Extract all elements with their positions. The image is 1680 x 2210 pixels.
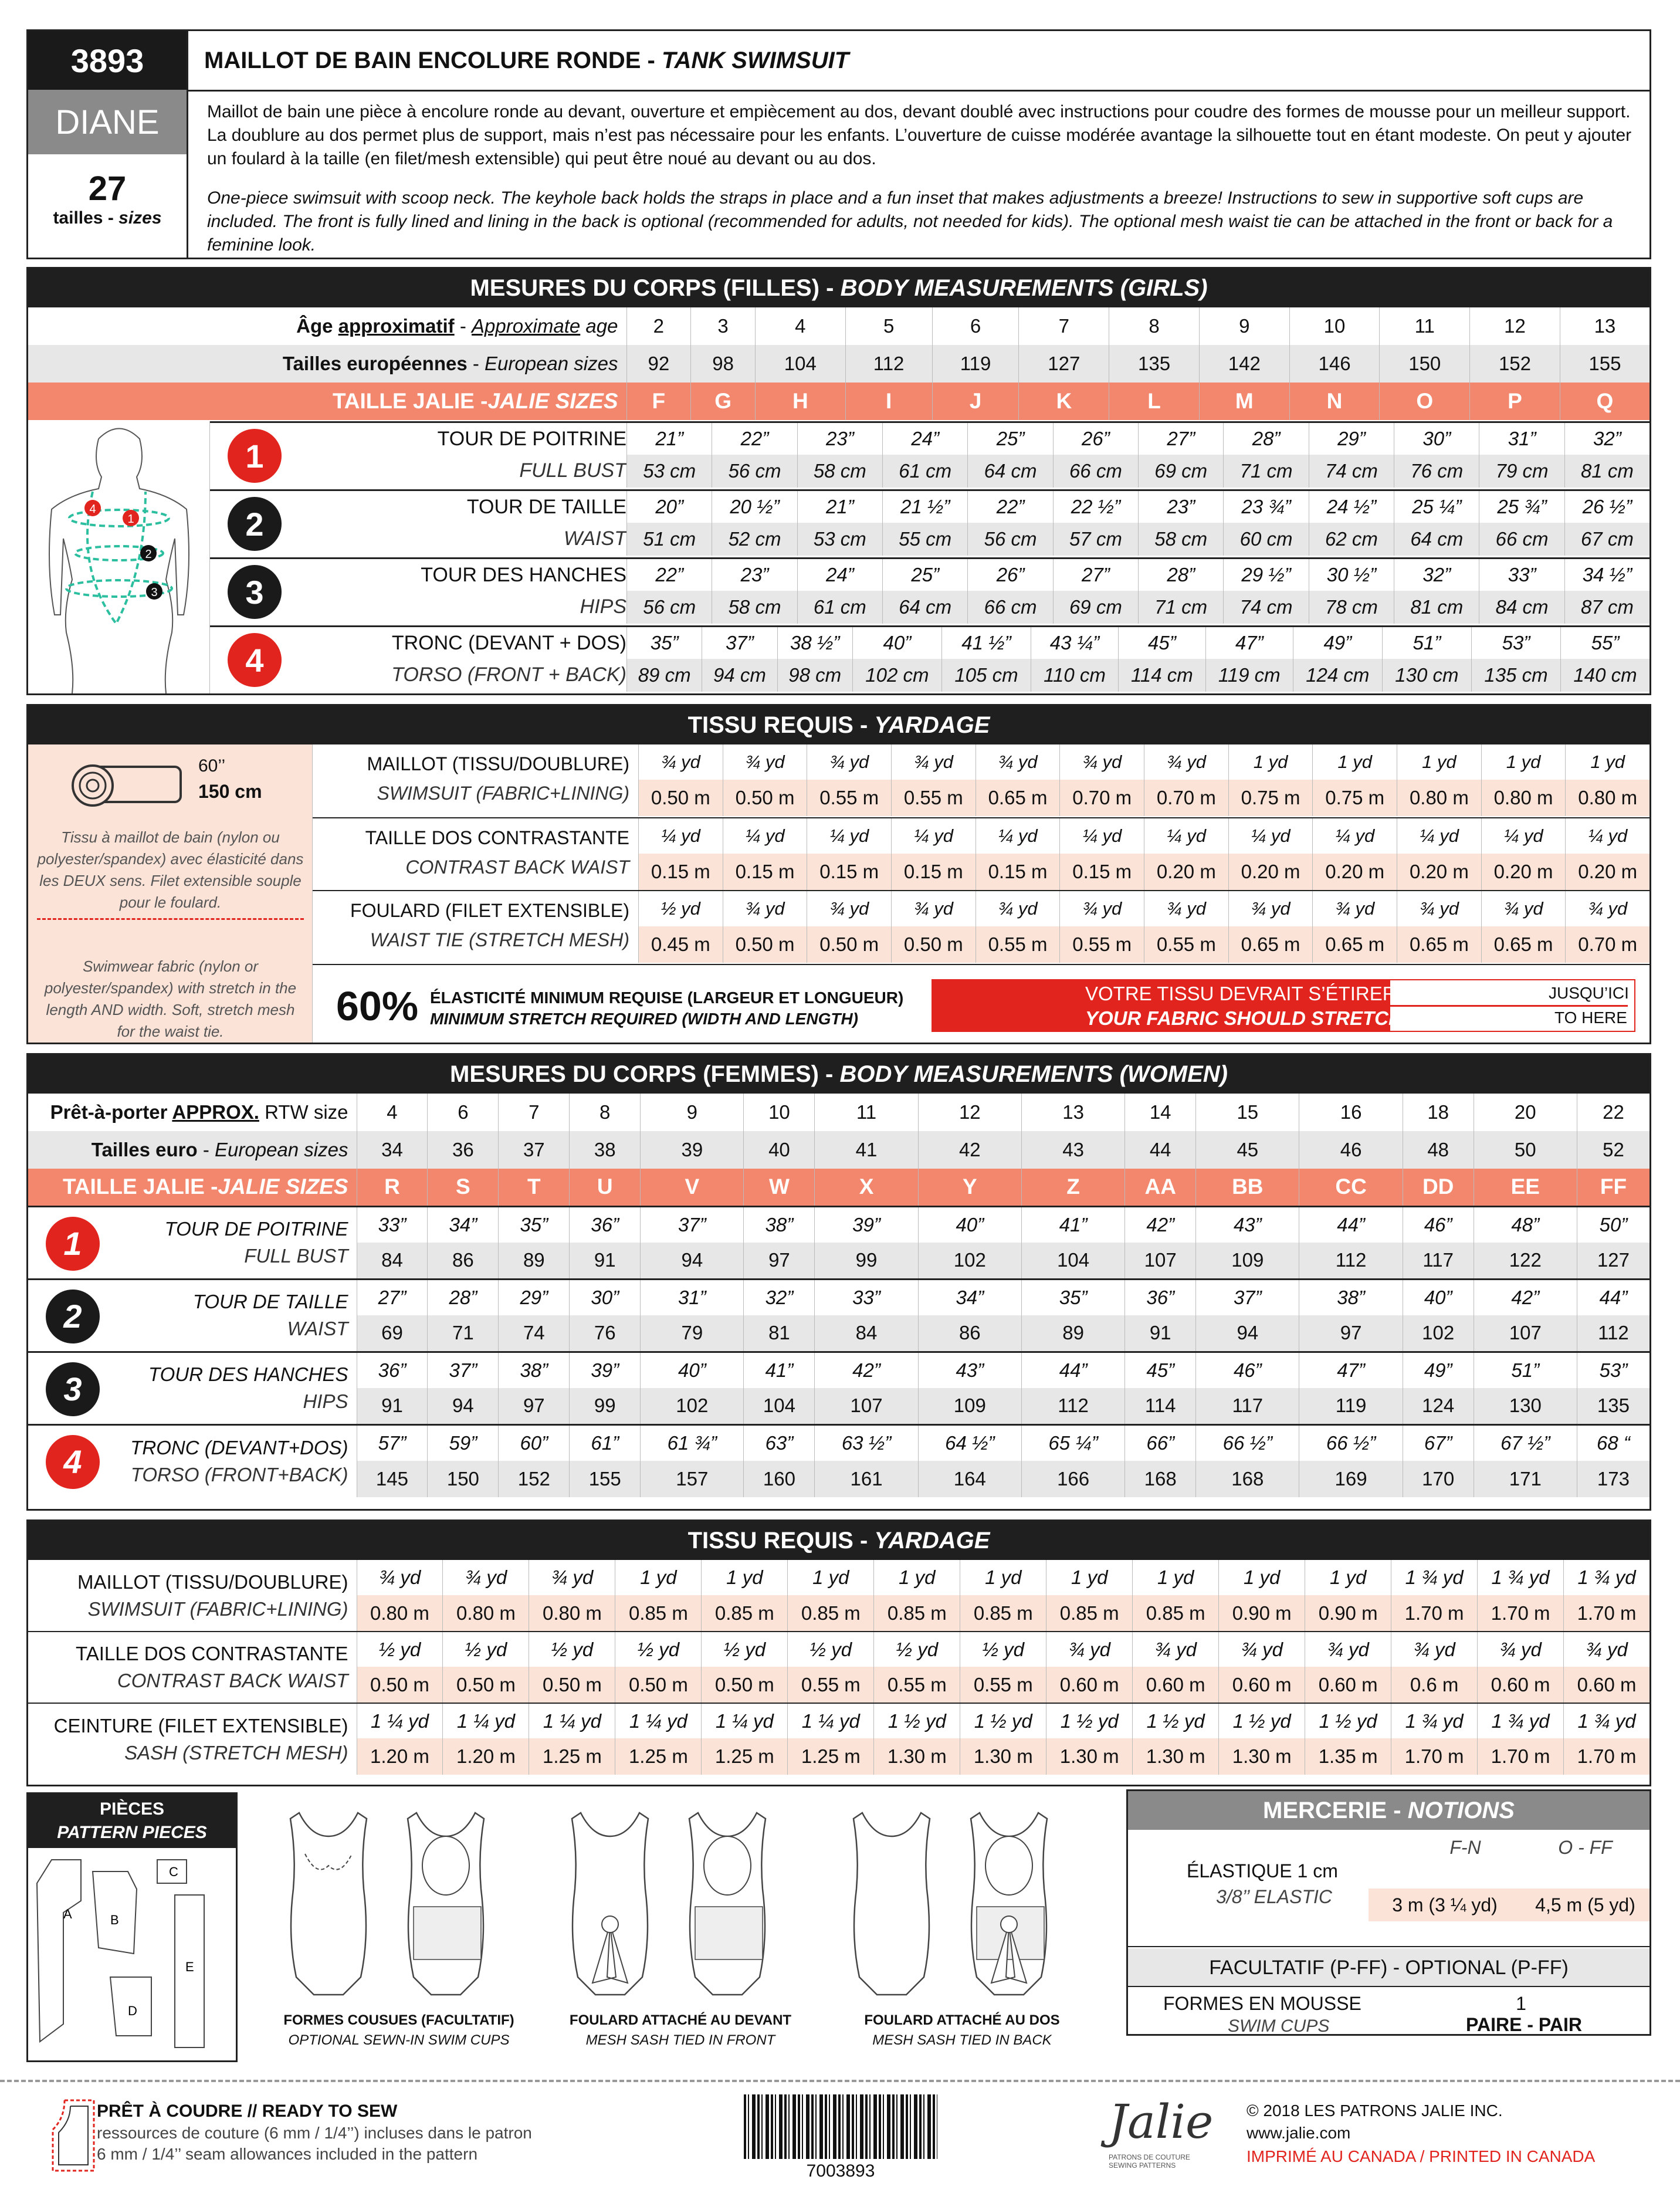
svg-text:2: 2: [145, 548, 152, 561]
women-yardage: [26, 1519, 1651, 1786]
pattern-name: DIANE: [28, 90, 187, 154]
women-yardage-row: TAILLE DOS CONTRASTANTE CONTRAST BACK WAIST ½ yd ½ yd ½ yd ½ yd ½ yd ½ yd ½ yd ½ yd ¾ yd ¾ yd ¾ yd ¾ yd ¾ yd ¾ yd ¾ yd: [28, 1632, 1649, 1667]
girls-yardage-rows: [313, 744, 1649, 963]
women-row-1: 1 TOUR DE POITRINE FULL BUST 33” 34” 35” 36” 37” 38” 39” 40” 41” 42” 43” 44” 46” 48” 50”: [28, 1206, 1649, 1243]
measure-number-icon: 2: [46, 1290, 100, 1343]
fabric-roll-panel: 60’’ 150 cm Tissu à maillot de bain (nylon ou polyester/spandex) avec élasticité dans les DEUX sens. Filet extensible souple pour le foulard. Swimwear fabric (nylon or polyester/spandex) with stretch in the length AND width. Soft, stretch mesh for the waist tie.: [28, 744, 313, 1043]
girls-row-3: 3 TOUR DES HANCHES HIPS 22” 23” 24” 25” 26” 27” 28” 29 ½” 30 ½” 32” 33” 34 ½” 56 cm 58 cm 61 cm 64 cm 66 cm 69 cm 71 cm 74 cm 78 cm 81 cm 84 cm 87 cm: [210, 557, 1649, 625]
description-en: One-piece swimsuit with scoop neck. The keyhole back holds the straps in place and a fun inset that makes adjustments a breeze! Instructions to sew in supportive soft cups are included. The front is fully lined and lining in the back is optional (recommended for adults, not needed for kids). The optional mesh waist tie can be attached in the front or back for a feminine look.: [207, 188, 1613, 255]
svg-text:3: 3: [151, 586, 158, 599]
women-measurements: [26, 1053, 1651, 1511]
barcode: [744, 2094, 937, 2159]
svg-text:A: A: [63, 1907, 72, 1921]
girls-row-4: 4 TRONC (DEVANT + DOS) TORSO (FRONT + BACK) 35” 37” 38 ½” 40” 41 ½” 43 ¼” 45” 47” 49” 51” 53” 55” 89 cm 94 cm 98 cm 102 cm 105 cm 110 cm 114 cm 119 cm 124 cm 130 cm 135 cm 140 cm: [210, 625, 1649, 693]
svg-text:D: D: [128, 2003, 137, 2018]
jalie-row: TAILLE JALIE -JALIE SIZES F G H I J K L M N O P Q: [28, 383, 1649, 420]
pattern-pieces-diagram: [28, 1848, 236, 2059]
women-row-2: 2 TOUR DE TAILLE WAIST 27” 28” 29” 30” 31” 32” 33” 34” 35” 36” 37” 38” 40” 42” 44”: [28, 1279, 1649, 1315]
jalie-row: TAILLE JALIE -JALIE SIZES R S T U V W X Y Z AA BB CC DD EE FF: [28, 1169, 1649, 1206]
girls-yardage: [26, 704, 1651, 1044]
view-2: FOULARD ATTACHÉ AU DEVANT MESH SASH TIED IN FRONT: [540, 1795, 821, 2071]
page-title: MAILLOT DE BAIN ENCOLURE RONDE - TANK SWIMSUIT: [204, 48, 849, 73]
svg-text:B: B: [110, 1913, 119, 1927]
rtw-row: Prêt-à-porter APPROX. RTW size 4 6 7 8 9 10 11 12 13 14 15 16 18 20 22: [28, 1094, 1649, 1131]
svg-text:C: C: [169, 1864, 178, 1879]
footer: PRÊT À COUDRE // READY TO SEW ressources de couture (6 mm / 1/4’’) incluses dans le patron 6 mm / 1/4’’ seam allowances included in the pattern 7003893 Jalie PATRONS DE COUTURE SEWING PATTERNS © 2018 LES PATRONS JALIE INC. www.jalie.com IMPRIMÉ AU CANADA / PRINTED IN CANADA: [0, 2089, 1680, 2210]
girls-yardage-title: TISSU REQUIS - YARDAGE: [28, 706, 1649, 744]
pattern-pieces: PIÈCES PATTERN PIECES A B C D E: [26, 1792, 238, 2062]
girls-size-header: [28, 307, 1649, 420]
girls-title: MESURES DU CORPS (FILLES) - BODY MEASUREMENTS (GIRLS): [28, 269, 1649, 307]
swimsuit-drawing: [821, 1795, 1103, 2012]
measure-number-icon: 3: [228, 565, 282, 619]
header: [26, 29, 1651, 259]
measure-number-icon: 4: [46, 1435, 100, 1489]
view-1: FORMES COUSUES (FACULTATIF) OPTIONAL SEWN-IN SWIM CUPS: [258, 1795, 540, 2071]
measure-number-icon: 1: [228, 429, 282, 483]
girls-yardage-row: TAILLE DOS CONTRASTANTE CONTRAST BACK WAIST ¼ yd ¼ yd ¼ yd ¼ yd ¼ yd ¼ yd ¼ yd ¼ yd ¼ yd ¼ yd ¼ yd ¼ yd 0.15 m 0.15 m 0.15 m 0.15 m 0.15 m 0.15 m 0.20 m 0.20 m 0.20 m 0.20 m 0.20 m 0.20 m: [313, 817, 1649, 890]
view-3: FOULARD ATTACHÉ AU DOS MESH SASH TIED IN BACK: [821, 1795, 1103, 2071]
women-title: MESURES DU CORPS (FEMMES) - BODY MEASUREMENTS (WOMEN): [28, 1055, 1649, 1094]
seam-allowance-icon: [47, 2094, 100, 2177]
girls-measurements: [26, 267, 1651, 695]
women-yardage-title: TISSU REQUIS - YARDAGE: [28, 1521, 1649, 1560]
pattern-number: 3893: [28, 31, 187, 90]
description-fr: Maillot de bain une pièce à encolure ronde au devant, ouverture et empiècement au dos, devant doublé avec instructions pour coudre des formes de mousse pour un meilleur support. La doublure au dos permet plus de support, mais n’est pas nécessaire pour les enfants. L’ouverture de cuisse modérée avantage la silhouette tout en étant modeste. On peut y ajouter un foulard à la taille (en filet/mesh extensible) qui peut être noué au devant ou au dos.: [207, 102, 1632, 168]
garment-views: [258, 1795, 1109, 2071]
svg-text:4: 4: [89, 503, 96, 516]
women-row-3: 3 TOUR DES HANCHES HIPS 36” 37” 38” 39” 40” 41” 42” 43” 44” 45” 46” 47” 49” 51” 53”: [28, 1352, 1649, 1388]
girls-measure-rows: [210, 421, 1649, 693]
girls-yardage-row: MAILLOT (TISSU/DOUBLURE) SWIMSUIT (FABRIC+LINING) ¾ yd ¾ yd ¾ yd ¾ yd ¾ yd ¾ yd ¾ yd 1 yd 1 yd 1 yd 1 yd 1 yd 0.50 m 0.50 m 0.55 m 0.55 m 0.65 m 0.70 m 0.70 m 0.75 m 0.75 m 0.80 m 0.80 m 0.80 m: [313, 744, 1649, 817]
svg-text:E: E: [185, 1959, 194, 1974]
measure-number-icon: 4: [228, 633, 282, 687]
girls-row-2: 2 TOUR DE TAILLE WAIST 20” 20 ½” 21” 21 ½” 22” 22 ½” 23” 23 ¾” 24 ½” 25 ¼” 25 ¾” 26 ½” 51 cm 52 cm 53 cm 55 cm 56 cm 57 cm 58 cm 60 cm 62 cm 64 cm 66 cm 67 cm: [210, 489, 1649, 557]
swimsuit-drawing: [258, 1795, 540, 2012]
measure-number-icon: 3: [46, 1362, 100, 1416]
girls-row-1: 1 TOUR DE POITRINE FULL BUST 21” 22” 23” 24” 25” 26” 27” 28” 29” 30” 31” 32” 53 cm 56 cm 58 cm 61 cm 64 cm 66 cm 69 cm 71 cm 74 cm 76 cm 79 cm 81 cm: [210, 421, 1649, 489]
women-row-4: 4 TRONC (DEVANT+DOS) TORSO (FRONT+BACK) 57” 59” 60” 61” 61 ¾” 63” 63 ½” 64 ½” 65 ¼” 66” 66 ½” 66 ½” 67” 67 ½” 68 “: [28, 1424, 1649, 1461]
women-table: Prêt-à-porter APPROX. RTW size 4 6 7 8 9 10 11 12 13 14 15 16 18 20 22 Tailles euro - European sizes 34 36 37 38 39 40 41 42 43 44 45 46 48 50 52 TAILLE JALIE -JALIE SIZES R S T U V W X Y Z AA BB CC DD EE FF 1 TOUR DE POITRINE FULL BUST 33” 34” 35” 36” 37” 38” 39” 40” 41” 42” 43” 44” 46” 48” 50” 84 86 89 91 94 97 99 102 104 107 109 112 117 122 127 2 TOUR DE TAILLE WAIST 27” 28” 29” 30” 31” 32” 33” 34” 35” 36” 37” 38” 40” 42” 44” 69 71 74 76 79 81 84 86 89 91 94 97 102 107 112 3 TOUR DES HANCHES HIPS 36” 37” 38” 39” 40” 41” 42” 43” 44” 45” 46” 47” 49” 51” 53” 91 94 97 99 102 104 107 109 112 114 117 119 124 130 135 4 TRONC (DEVANT+DOS) TORSO (FRONT+BACK) 57” 59” 60” 61” 61 ¾” 63” 63 ½” 64 ½” 65 ¼” 66” 66 ½” 66 ½” 67” 67 ½” 68 “ 145 150 152 155 157 160 161 164 166 168 168 169 170 171 173: [28, 1094, 1649, 1497]
notions-title: MERCERIE - NOTIONS: [1128, 1791, 1649, 1830]
sizes-count: 27 tailles - sizes: [53, 170, 162, 228]
euro-row: Tailles européennes - European sizes 92 98 104 112 119 127 135 142 146 150 152 155: [28, 345, 1649, 383]
body-figure: [28, 421, 210, 693]
age-row: Âge approximatif - Approximate age 2 3 4 5 6 7 8 9 10 11 12 13: [28, 307, 1649, 345]
svg-text:1: 1: [127, 513, 134, 526]
fabric-roll-icon: [63, 756, 187, 820]
stretch-box: VOTRE TISSU DEVRAIT S’ÉTIRER YOUR FABRIC SHOULD STRETCH JUSQU’ICI TO HERE: [932, 979, 1635, 1032]
women-yardage-row: CEINTURE (FILET EXTENSIBLE) SASH (STRETCH MESH) 1 ¼ yd 1 ¼ yd 1 ¼ yd 1 ¼ yd 1 ¼ yd 1 ¼ yd 1 ½ yd 1 ½ yd 1 ½ yd 1 ½ yd 1 ½ yd 1 ½ yd 1 ¾ yd 1 ¾ yd 1 ¾ yd: [28, 1703, 1649, 1738]
women-yardage-row: MAILLOT (TISSU/DOUBLURE) SWIMSUIT (FABRIC+LINING) ¾ yd ¾ yd ¾ yd 1 yd 1 yd 1 yd 1 yd 1 yd 1 yd 1 yd 1 yd 1 yd 1 ¾ yd 1 ¾ yd 1 ¾ yd: [28, 1560, 1649, 1595]
measure-number-icon: 1: [46, 1217, 100, 1271]
jalie-logo: Jalie: [1109, 2094, 1214, 2149]
women-yardage-table: MAILLOT (TISSU/DOUBLURE) SWIMSUIT (FABRIC+LINING) ¾ yd ¾ yd ¾ yd 1 yd 1 yd 1 yd 1 yd 1 yd 1 yd 1 yd 1 yd 1 yd 1 ¾ yd 1 ¾ yd 1 ¾ yd 0.80 m 0.80 m 0.80 m 0.85 m 0.85 m 0.85 m 0.85 m 0.85 m 0.85 m 0.85 m 0.90 m 0.90 m 1.70 m 1.70 m 1.70 m TAILLE DOS CONTRASTANTE CONTRAST BACK WAIST ½ yd ½ yd ½ yd ½ yd ½ yd ½ yd ½ yd ½ yd ¾ yd ¾ yd ¾ yd ¾ yd ¾ yd ¾ yd ¾ yd 0.50 m 0.50 m 0.50 m 0.50 m 0.50 m 0.55 m 0.55 m 0.55 m 0.60 m 0.60 m 0.60 m 0.60 m 0.6 m 0.60 m 0.60 m CEINTURE (FILET EXTENSIBLE) SASH (STRETCH MESH) 1 ¼ yd 1 ¼ yd 1 ¼ yd 1 ¼ yd 1 ¼ yd 1 ¼ yd 1 ½ yd 1 ½ yd 1 ½ yd 1 ½ yd 1 ½ yd 1 ½ yd 1 ¾ yd 1 ¾ yd 1 ¾ yd 1.20 m 1.20 m 1.25 m 1.25 m 1.25 m 1.25 m 1.30 m 1.30 m 1.30 m 1.30 m 1.30 m 1.35 m 1.70 m 1.70 m 1.70 m: [28, 1560, 1649, 1775]
measure-number-icon: 2: [228, 497, 282, 551]
swimsuit-drawing: [540, 1795, 821, 2012]
stretch-guide: 60% ÉLASTICITÉ MINIMUM REQUISE (LARGEUR ET LONGUEUR) MINIMUM STRETCH REQUIRED (WIDTH AND LENGTH) VOTRE TISSU DEVRAIT S’ÉTIRER YOUR FABRIC SHOULD STRETCH JUSQU’ICI TO HERE: [313, 964, 1649, 1043]
girls-yardage-row: FOULARD (FILET EXTENSIBLE) WAIST TIE (STRETCH MESH) ½ yd ¾ yd ¾ yd ¾ yd ¾ yd ¾ yd ¾ yd ¾ yd ¾ yd ¾ yd ¾ yd ¾ yd 0.45 m 0.50 m 0.50 m 0.50 m 0.55 m 0.55 m 0.55 m 0.65 m 0.65 m 0.65 m 0.65 m 0.70 m: [313, 890, 1649, 963]
notions: MERCERIE - NOTIONS ÉLASTIQUE 1 cm 3/8’’ ELASTIC F-N O - FF 3 m (3 ¼ yd) 4,5 m (5 yd) FACULTATIF (P-FF) - OPTIONAL (P-FF) FORMES EN MOUSSE SWIM CUPS 1 PAIRE - PAIR: [1126, 1789, 1651, 2036]
euro-row: Tailles euro - European sizes 34 36 37 38 39 40 41 42 43 44 45 46 48 50 52: [28, 1131, 1649, 1169]
